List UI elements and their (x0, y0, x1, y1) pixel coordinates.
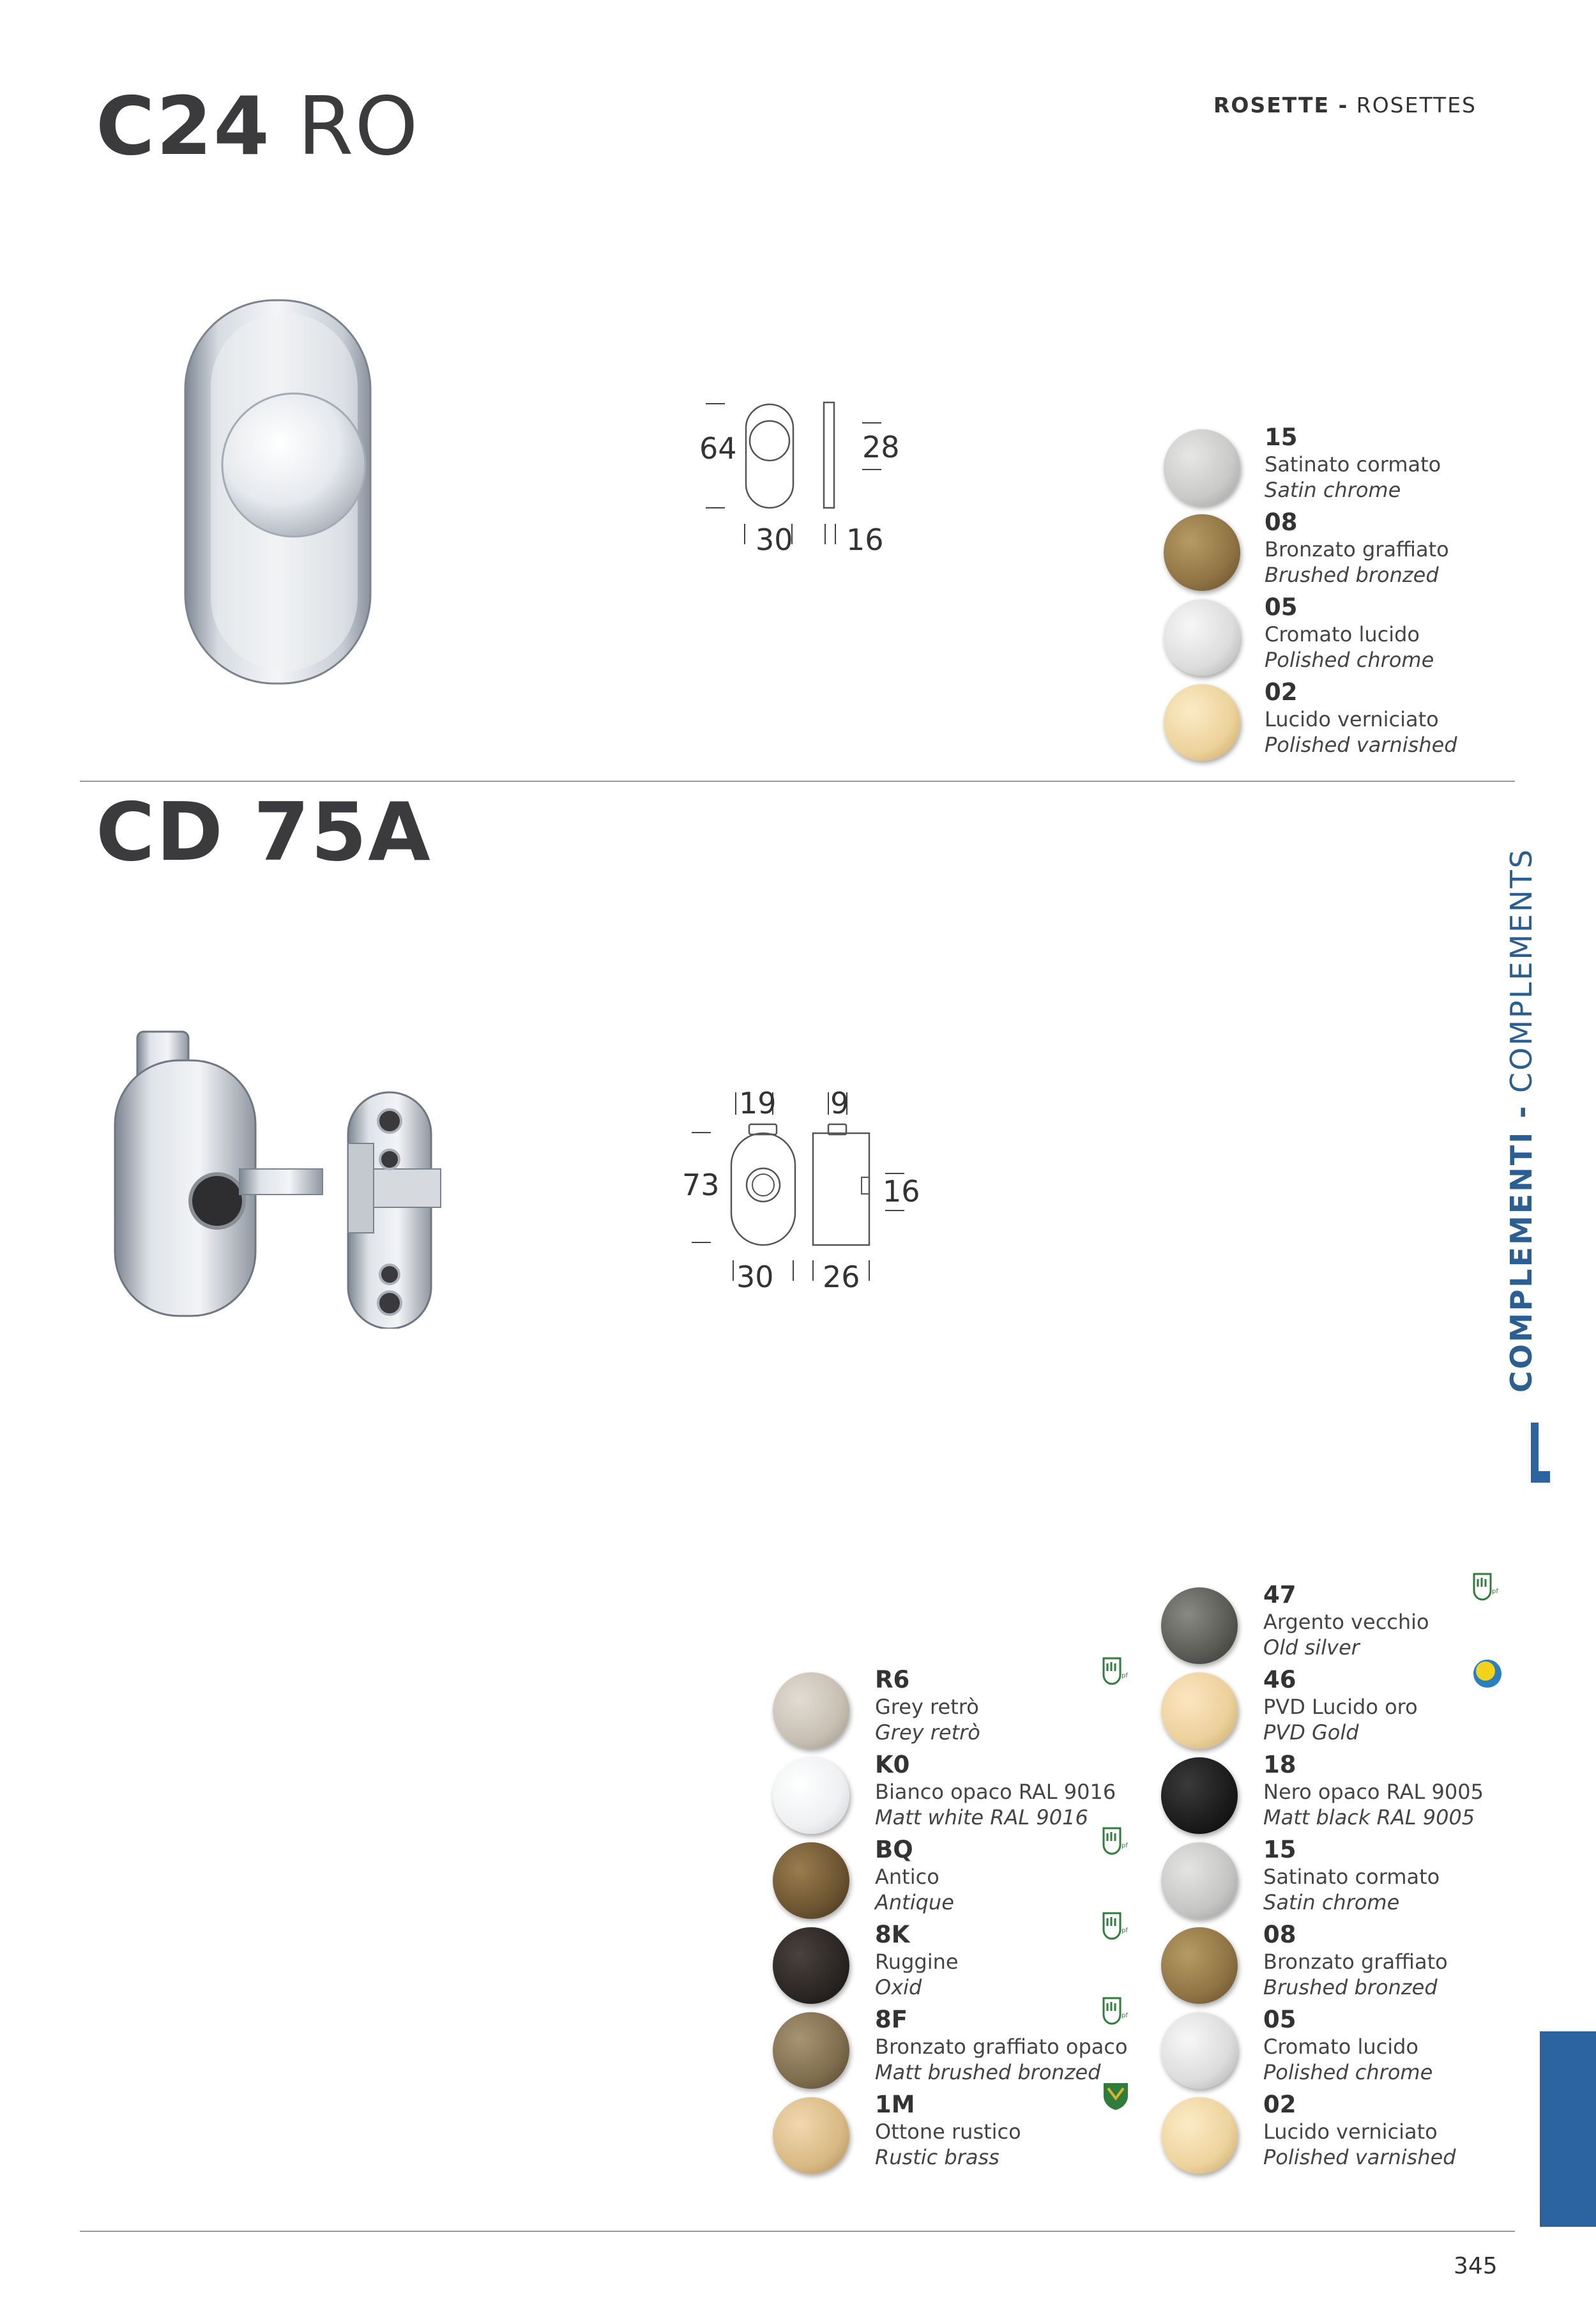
section-tab (1540, 2031, 1596, 2227)
finish-name-en: Polished chrome (1263, 2060, 1433, 2084)
finish-swatch (773, 2012, 849, 2089)
finish-name-en: Old silver (1263, 1635, 1360, 1660)
finish-name-en: PVD Gold (1263, 1720, 1359, 1745)
finish-name-it: Nero opaco RAL 9005 (1263, 1780, 1484, 1804)
finish-swatch (773, 1757, 849, 1834)
shield-icon (1100, 2079, 1132, 2111)
finish-code: K0 (875, 1751, 910, 1778)
finish-name-it: Satinato cormato (1263, 1865, 1440, 1889)
sidebar-label-light: COMPLEMENTS (1504, 848, 1539, 1104)
finish-name-en: Grey retrò (875, 1720, 980, 1745)
category-light: ROSETTES (1348, 93, 1477, 118)
finish-swatch (1164, 684, 1240, 761)
footer-divider (80, 2231, 1515, 2232)
finish-swatch (773, 1672, 849, 1749)
eco-hand-icon (1098, 1994, 1130, 2026)
svg-text:pf: pf (1121, 2012, 1128, 2019)
product-code-light: RO (270, 79, 420, 173)
finish-name-en: Brushed bronzed (1265, 563, 1439, 587)
cd75a-product-image (109, 1022, 530, 1329)
finish-item (1265, 424, 1441, 503)
finish-item (875, 2006, 1128, 2085)
finish-code: 15 (1263, 1836, 1296, 1863)
finish-item (875, 1921, 959, 2000)
svg-text:pf: pf (1121, 1927, 1128, 1934)
finish-item (875, 2091, 1021, 2170)
eco-hand-icon (1098, 1654, 1130, 1686)
finish-code: 08 (1265, 508, 1298, 536)
finish-name-it: Satinato cormato (1265, 452, 1441, 477)
finish-name-it: Bronzato graffiato opaco (875, 2035, 1128, 2059)
finish-item (875, 1836, 954, 1915)
finish-item (1263, 1836, 1440, 1915)
finish-name-it: Cromato lucido (1263, 2035, 1418, 2059)
finish-code: 8K (875, 1921, 910, 1948)
finish-code: 1M (875, 2091, 915, 2118)
finish-code: 02 (1263, 2091, 1296, 2118)
finish-name-it: Ruggine (875, 1950, 959, 1974)
finish-code: 15 (1265, 424, 1298, 451)
finish-swatch (773, 2097, 849, 2174)
finish-name-it: Ottone rustico (875, 2120, 1021, 2144)
finish-item (875, 1666, 980, 1745)
finish-name-it: Grey retrò (875, 1695, 979, 1719)
category-label (1213, 93, 1477, 118)
finish-item (1263, 2091, 1456, 2170)
finish-name-it: Cromato lucido (1265, 622, 1420, 646)
rosette-product-image (179, 294, 383, 690)
finish-name-en: Matt white RAL 9016 (875, 1805, 1088, 1829)
dim-width: 30 (736, 1260, 774, 1294)
finish-name-en: Oxid (875, 1975, 922, 1999)
svg-text:pf: pf (1121, 1842, 1128, 1849)
brand-mark-icon (1528, 1421, 1554, 1485)
finish-swatch (1161, 1757, 1238, 1834)
finish-item (1263, 1751, 1484, 1830)
page-number: 345 (1454, 2253, 1498, 2279)
finish-name-en: Matt black RAL 9005 (1263, 1805, 1475, 1829)
dim-height: 64 (699, 431, 737, 466)
finish-name-it: Bronzato graffiato (1263, 1950, 1448, 1974)
finish-item (1263, 2006, 1433, 2085)
svg-text:pf: pf (1492, 1588, 1498, 1595)
dim-top-side: 9 (830, 1086, 849, 1120)
finish-code: 08 (1263, 1921, 1296, 1948)
finish-item (1265, 593, 1434, 673)
eco-hand-icon (1098, 1909, 1130, 1941)
finish-name-it: Lucido verniciato (1265, 707, 1439, 731)
finish-name-en: Polished varnished (1265, 733, 1457, 757)
finish-code: 18 (1263, 1751, 1296, 1778)
product-title-c24ro (96, 79, 420, 173)
finish-name-it: Bronzato graffiato (1265, 537, 1449, 561)
finish-code: 8F (875, 2006, 908, 2033)
finish-item (1265, 678, 1457, 758)
product-code-bold: C24 (96, 79, 271, 173)
finish-code: 05 (1265, 593, 1298, 621)
finish-swatch (1161, 1842, 1238, 1919)
pvd-sun-icon (1471, 1658, 1503, 1690)
sidebar-label-bold: COMPLEMENTI - (1504, 1104, 1539, 1393)
finish-item (1263, 1921, 1448, 2000)
section-sidebar-label (1504, 848, 1539, 1393)
finish-code: BQ (875, 1836, 913, 1863)
eco-hand-icon (1098, 1824, 1130, 1856)
finish-item (875, 1751, 1116, 1830)
finish-name-en: Satin chrome (1263, 1890, 1400, 1914)
product-title-cd75a (96, 785, 432, 879)
dim-side-height: 16 (883, 1174, 920, 1209)
dim-side-height: 28 (862, 430, 900, 464)
finish-code: R6 (875, 1666, 910, 1693)
finish-code: 46 (1263, 1666, 1296, 1693)
finish-item (1263, 1666, 1418, 1745)
dim-height: 73 (682, 1168, 720, 1202)
dim-width: 30 (756, 523, 793, 557)
finish-code: 47 (1263, 1581, 1296, 1608)
finish-name-en: Polished chrome (1265, 648, 1434, 672)
finish-name-en: Matt brushed bronzed (875, 2060, 1101, 2084)
finish-code: 05 (1263, 2006, 1296, 2033)
dim-top-front: 19 (739, 1086, 777, 1120)
finish-item (1265, 508, 1449, 588)
finish-swatch (773, 1842, 849, 1919)
finish-name-en: Polished varnished (1263, 2145, 1456, 2169)
finish-name-it: Argento vecchio (1263, 1610, 1429, 1634)
product-code: CD 75A (96, 785, 432, 879)
finish-name-it: Bianco opaco RAL 9016 (875, 1780, 1116, 1804)
dim-depth: 26 (823, 1260, 860, 1294)
finish-code: 02 (1265, 678, 1298, 706)
category-bold: ROSETTE - (1213, 93, 1349, 118)
finish-swatch (1161, 2012, 1238, 2089)
finish-swatch (1161, 1927, 1238, 2004)
finish-swatch (1164, 514, 1240, 591)
section-divider (80, 781, 1515, 782)
finish-name-en: Brushed bronzed (1263, 1975, 1438, 1999)
finish-name-en: Rustic brass (875, 2145, 999, 2169)
finish-name-it: Lucido verniciato (1263, 2120, 1438, 2144)
finish-swatch (1161, 1587, 1238, 1664)
finish-swatch (1164, 599, 1240, 676)
finish-swatch (1161, 1672, 1238, 1749)
svg-text:pf: pf (1121, 1672, 1128, 1679)
finish-swatch (773, 1927, 849, 2004)
finish-name-it: Antico (875, 1865, 939, 1889)
finish-name-en: Satin chrome (1265, 478, 1401, 502)
finish-item (1263, 1581, 1429, 1660)
finish-swatch (1164, 429, 1240, 506)
eco-hand-icon (1469, 1570, 1501, 1602)
finish-swatch (1161, 2097, 1238, 2174)
finish-name-it: PVD Lucido oro (1263, 1695, 1418, 1719)
dim-side-depth: 16 (846, 523, 884, 557)
finish-name-en: Antique (875, 1890, 954, 1914)
